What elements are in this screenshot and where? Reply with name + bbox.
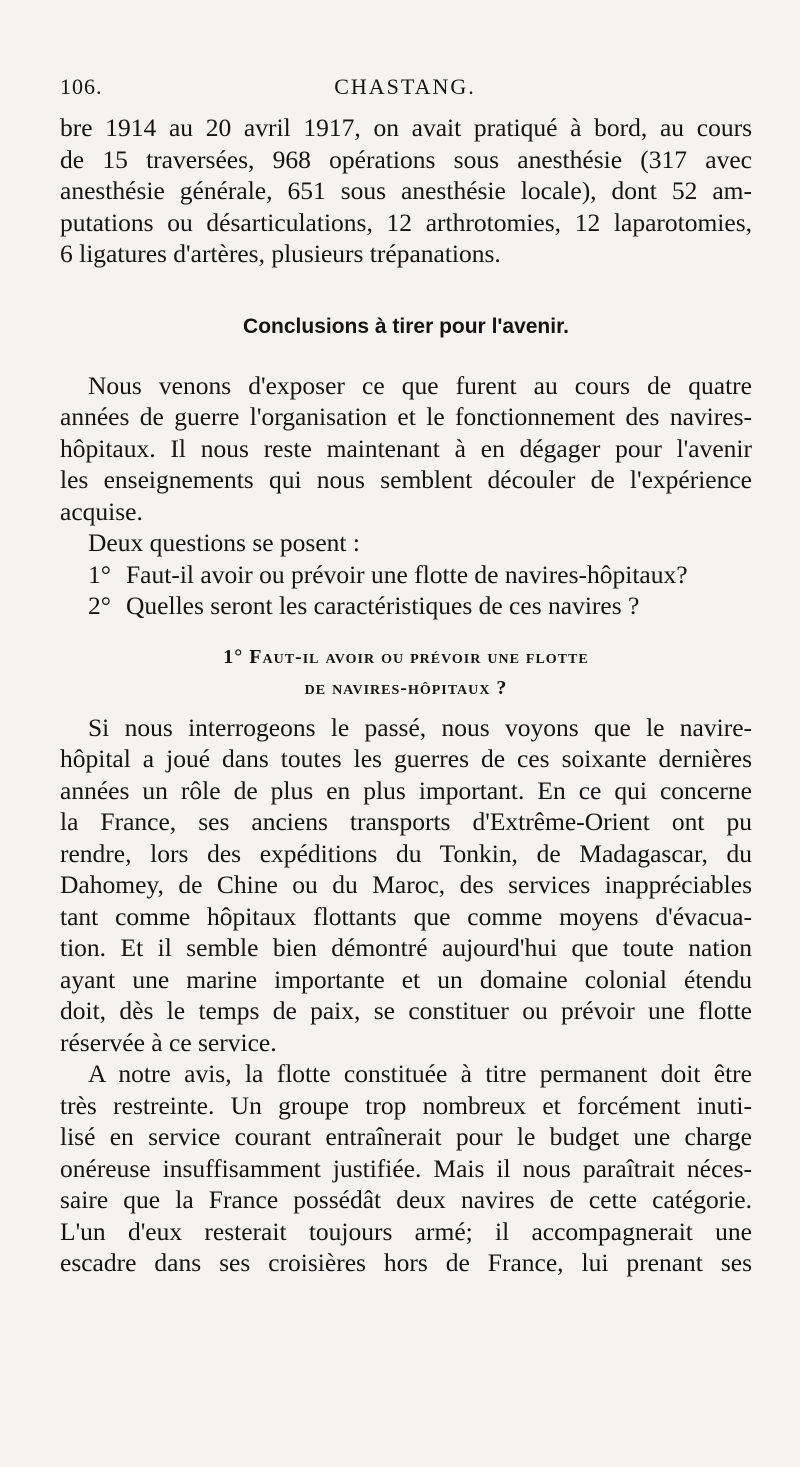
question-number: 2° bbox=[88, 591, 111, 620]
question-text: Quelles seront les caractéristiques de ces navires ? bbox=[126, 591, 640, 620]
text-line: bre 1914 au 20 avril 1917, on avait pratiqué à bord, au cours bbox=[60, 113, 752, 142]
chapter-heading-line: 1° Faut-il avoir ou prévoir une flotte bbox=[223, 645, 589, 668]
running-head bbox=[60, 74, 750, 104]
text-line: rendre, lors des expéditions du Tonkin, de Madagascar, du bbox=[60, 838, 752, 868]
text-line: A notre avis, la flotte constituée à titre permanent doit être bbox=[88, 1059, 752, 1088]
text-line: Dahomey, de Chine ou du Maroc, des services inappréciables bbox=[60, 870, 752, 899]
paragraph-1 bbox=[60, 712, 752, 1059]
text-line: la France, ses anciens transports d'Extrême-Orient ont pu bbox=[60, 807, 752, 836]
page-number: 106. bbox=[60, 74, 103, 99]
text-line: de 15 traversées, 968 opérations sous anesthésie (317 avec bbox=[60, 144, 752, 174]
question-text: Faut-il avoir ou prévoir une flotte de navires-hôpitaux? bbox=[126, 559, 688, 589]
section-heading: Conclusions à tirer pour l'avenir. bbox=[243, 314, 569, 338]
text-line: acquise. bbox=[60, 496, 143, 526]
text-line: putations ou désarticulations, 12 arthrotomies, 12 laparotomies, bbox=[60, 207, 752, 237]
text-line: hôpital a joué dans toutes les guerres de ces soixante dernières bbox=[60, 744, 752, 773]
text-line: escadre dans ses croisières hors de France, lui prenant ses bbox=[60, 1248, 752, 1277]
text-line: saire que la France possédât deux navires de cette catégorie. bbox=[60, 1185, 752, 1214]
text-line: tion. Et il semble bien démontré aujourd'hui que toute nation bbox=[60, 933, 752, 962]
text-line: Nous venons d'exposer ce que furent au cours de quatre bbox=[88, 370, 752, 400]
text-line: anesthésie générale, 651 sous anesthésie locale), dont 52 am- bbox=[60, 176, 752, 205]
text-line: les enseignements qui nous semblent découler de l'expérience bbox=[60, 465, 752, 494]
paragraph-2 bbox=[60, 1058, 752, 1279]
text-line: ayant une marine importante et un domaine colonial étendu bbox=[60, 964, 752, 994]
body-text bbox=[60, 112, 752, 1279]
running-title: CHASTANG. bbox=[334, 74, 476, 99]
text-line: années de guerre l'organisation et le fonctionnement des navires- bbox=[60, 402, 752, 431]
text-line: 6 ligatures d'artères, plusieurs trépanations. bbox=[60, 239, 501, 268]
text-line: très restreinte. Un groupe trop nombreux et forcément inuti- bbox=[60, 1090, 752, 1120]
text-line: Si nous interrogeons le passé, nous voyons que le navire- bbox=[88, 712, 752, 742]
question-list bbox=[60, 559, 752, 622]
text-line: doit, dès le temps de paix, se constituer ou prévoir une flotte bbox=[60, 996, 752, 1025]
chapter-heading-line: de navires-hôpitaux ? bbox=[304, 676, 508, 699]
question-number: 1° bbox=[88, 559, 111, 589]
questions-intro: Deux questions se posent : bbox=[88, 528, 360, 557]
intro-paragraph bbox=[60, 112, 752, 270]
text-line: lisé en service courant entraînerait pour le budget une charge bbox=[60, 1122, 752, 1151]
text-line: hôpitaux. Il nous reste maintenant à en dégager pour l'avenir bbox=[60, 433, 752, 463]
text-line: années un rôle de plus en plus important. En ce qui concerne bbox=[60, 775, 752, 805]
text-line: réservée à ce service. bbox=[60, 1027, 277, 1057]
question-item bbox=[60, 559, 752, 591]
chapter-heading bbox=[60, 642, 752, 704]
text-line: onéreuse insuffisamment justifiée. Mais il nous paraîtrait néces- bbox=[60, 1153, 752, 1183]
text-line: tant comme hôpitaux flottants que comme moyens d'évacua- bbox=[60, 901, 752, 931]
question-item bbox=[60, 590, 752, 622]
text-line: L'un d'eux resterait toujours armé; il accompagnerait une bbox=[60, 1216, 752, 1246]
section-paragraph bbox=[60, 370, 752, 528]
